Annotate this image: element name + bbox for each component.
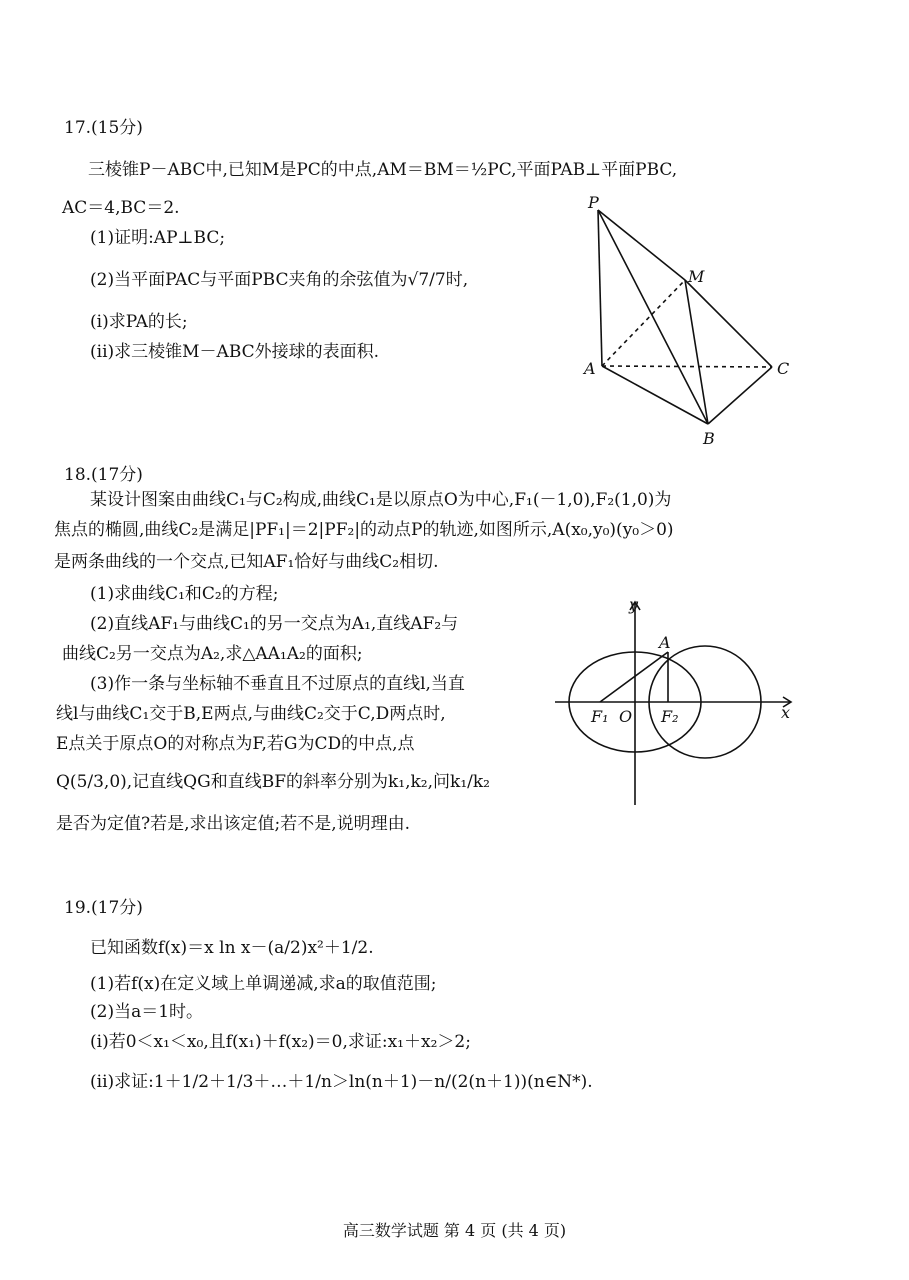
label-F1: F₁	[591, 707, 609, 726]
q18-part3-a: (3)作一条与坐标轴不垂直且不过原点的直线l,当直	[90, 674, 465, 694]
label-A: A	[659, 633, 671, 652]
label-B: B	[703, 429, 715, 448]
q19-header: 19.(17分)	[64, 898, 143, 918]
q17-part2: (2)当平面PAC与平面PBC夹角的余弦值为√7/7时,	[90, 270, 469, 290]
q17-line1: 三棱锥P－ABC中,已知M是PC的中点,AM＝BM＝½PC,平面PAB⊥平面PBC,	[88, 160, 678, 180]
label-O: O	[619, 707, 633, 726]
label-A: A	[584, 359, 596, 378]
q18-part2-b: 曲线C₂另一交点为A₂,求△AA₁A₂的面积;	[62, 644, 363, 664]
q18-conic-figure	[555, 590, 800, 810]
q17-line2: AC＝4,BC＝2.	[62, 198, 180, 218]
q18-part3-d: Q(5/3,0),记直线QG和直线BF的斜率分别为k₁,k₂,问k₁/k₂	[56, 772, 490, 792]
label-M: M	[688, 267, 705, 286]
q18-part3-c: E点关于原点O的对称点为F,若G为CD的中点,点	[56, 734, 415, 754]
q18-part2-a: (2)直线AF₁与曲线C₁的另一交点为A₁,直线AF₂与	[90, 614, 459, 634]
q17-header: 17.(15分)	[64, 118, 143, 138]
label-F2: F₂	[661, 707, 679, 726]
q18-part3-b: 线l与曲线C₁交于B,E两点,与曲线C₂交于C,D两点时,	[56, 704, 446, 724]
label-y: y	[629, 595, 639, 614]
q19-part2-i: (i)若0＜x₁＜x₀,且f(x₁)＋f(x₂)＝0,求证:x₁＋x₂＞2;	[90, 1032, 471, 1052]
q17-part2-i: (i)求PA的长;	[90, 312, 188, 332]
q18-part1: (1)求曲线C₁和C₂的方程;	[90, 584, 279, 604]
q19-part2: (2)当a＝1时。	[90, 1002, 204, 1022]
page-footer: 高三数学试题 第 4 页 (共 4 页)	[342, 1221, 567, 1240]
label-x: x	[781, 703, 791, 722]
q18-part3-e: 是否为定值?若是,求出该定值;若不是,说明理由.	[56, 814, 411, 834]
q18-line2: 焦点的椭圆,曲线C₂是满足|PF₁|＝2|PF₂|的动点P的轨迹,如图所示,A(x₀,y₀)(y₀＞0)	[54, 520, 674, 540]
q18-line1: 某设计图案由曲线C₁与C₂构成,曲线C₁是以原点O为中心,F₁(－1,0),F₂(1,0)为	[90, 490, 672, 510]
q19-part1: (1)若f(x)在定义域上单调递减,求a的取值范围;	[90, 974, 437, 994]
q18-line3: 是两条曲线的一个交点,已知AF₁恰好与曲线C₂相切.	[54, 552, 439, 572]
q17-part2-ii: (ii)求三棱锥M－ABC外接球的表面积.	[90, 342, 380, 362]
q19-part2-ii: (ii)求证:1＋1/2＋1/3＋…＋1/n＞ln(n＋1)－n/(2(n＋1))(n∈N*).	[90, 1072, 593, 1092]
q17-tetrahedron-figure	[570, 190, 800, 455]
q17-part1: (1)证明:AP⊥BC;	[90, 228, 226, 248]
label-C: C	[777, 359, 790, 378]
label-P: P	[588, 193, 599, 212]
q19-line1: 已知函数f(x)＝x ln x－(a/2)x²＋1/2.	[90, 938, 374, 958]
q18-header: 18.(17分)	[64, 465, 143, 485]
